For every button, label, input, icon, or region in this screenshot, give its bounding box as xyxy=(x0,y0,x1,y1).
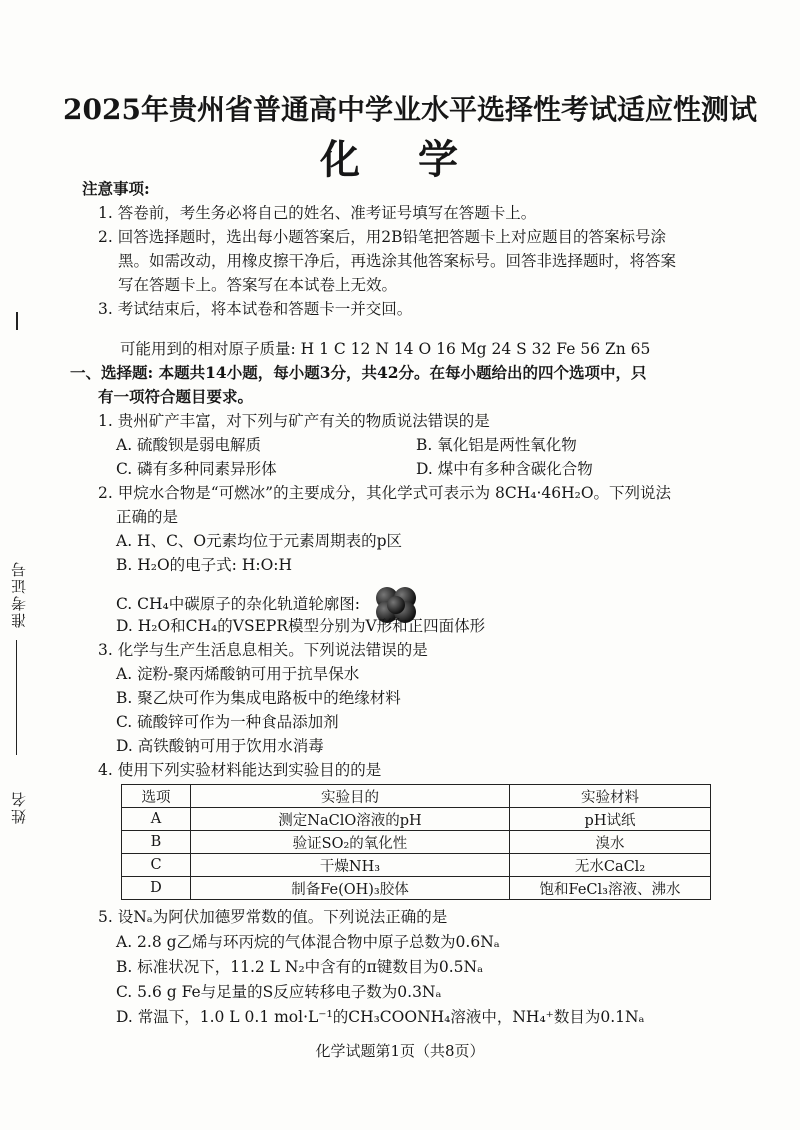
cell-option: C xyxy=(122,854,191,877)
id-number-blank[interactable] xyxy=(16,640,17,755)
q5-option-c: C. 5.6 g Fe与足量的S反应转移电子数为0.3Nₐ xyxy=(116,983,442,1001)
q5-option-d: D. 常温下，1.0 L 0.1 mol·L⁻¹的CH₃COONH₄溶液中，NH₄⁺数目为0.1Nₐ xyxy=(116,1008,645,1026)
cell-option: B xyxy=(122,831,191,854)
cell-material: pH试纸 xyxy=(510,808,711,831)
binding-mark xyxy=(16,312,18,330)
q1-option-a: A. 硫酸钡是弱电解质 xyxy=(116,436,262,454)
cell-material: 无水CaCl₂ xyxy=(510,854,711,877)
q2-stem: 2. 甲烷水合物是“可燃冰”的主要成分，其化学式可表示为 8CH₄·46H₂O。下列说法 xyxy=(98,484,672,502)
cell-purpose: 制备Fe(OH)₃胶体 xyxy=(191,877,510,900)
q2-option-a: A. H、C、O元素均位于元素周期表的p区 xyxy=(116,532,403,550)
cell-purpose: 干燥NH₃ xyxy=(191,854,510,877)
q1-option-b: B. 氧化铝是两性氧化物 xyxy=(416,436,577,454)
q3-option-a: A. 淀粉-聚丙烯酸钠可用于抗旱保水 xyxy=(116,665,360,683)
col-material-header: 实验材料 xyxy=(510,785,711,808)
page-title: 2025年贵州省普通高中学业水平选择性考试适应性测试 xyxy=(63,93,757,126)
table-row xyxy=(122,854,711,877)
q3-stem: 3. 化学与生产生活息息相关。下列说法错误的是 xyxy=(98,641,428,659)
notice-item-2-cont: 黑。如需改动，用橡皮擦干净后，再选涂其他答案标号。回答非选择题时，将答案 xyxy=(118,252,677,270)
cell-option: D xyxy=(122,877,191,900)
q5-option-b: B. 标准状况下，11.2 L N₂中含有的π键数目为0.5Nₐ xyxy=(116,958,484,976)
cell-material: 溴水 xyxy=(510,831,711,854)
q3-option-c: C. 硫酸锌可作为一种食品添加剂 xyxy=(116,713,339,731)
q2-option-b: B. H₂O的电子式: H:O:H xyxy=(116,556,293,574)
page-footer: 化学试题第1页（共8页） xyxy=(315,1042,485,1060)
cell-material: 饱和FeCl₃溶液、沸水 xyxy=(510,877,711,900)
q1-option-c: C. 磷有多种同素异形体 xyxy=(116,460,277,478)
q1-stem: 1. 贵州矿产丰富，对下列与矿产有关的物质说法错误的是 xyxy=(98,412,490,430)
table-row xyxy=(122,831,711,854)
q3-option-d: D. 高铁酸钠可用于饮用水消毒 xyxy=(116,737,324,755)
q3-option-b: B. 聚乙炔可作为集成电路板中的绝缘材料 xyxy=(116,689,401,707)
notice-heading: 注意事项: xyxy=(82,179,150,198)
col-option-header: 选项 xyxy=(122,785,191,808)
section-heading: 一、选择题: 本题共14小题，每小题3分，共42分。在每小题给出的四个选项中，只 xyxy=(70,363,647,382)
atomic-masses: 可能用到的相对原子质量: H 1 C 12 N 14 O 16 Mg 24 S 32 Fe 56 Zn 65 xyxy=(120,340,651,358)
cell-purpose: 测定NaClO溶液的pH xyxy=(191,808,510,831)
notice-item-1: 1. 答卷前，考生务必将自己的姓名、准考证号填写在答题卡上。 xyxy=(98,204,537,222)
q4-experiment-table xyxy=(121,784,711,900)
table-row xyxy=(122,808,711,831)
notice-item-2-cont2: 写在答题卡上。答案写在本试卷上无效。 xyxy=(118,276,398,294)
notice-item-2: 2. 回答选择题时，选出每小题答案后，用2B铅笔把答题卡上对应题目的答案标号涂 xyxy=(98,228,666,246)
q5-option-a: A. 2.8 g乙烯与环丙烷的气体混合物中原子总数为0.6Nₐ xyxy=(116,933,500,951)
cell-option: A xyxy=(122,808,191,831)
id-number-label: 准考证号 xyxy=(10,560,28,628)
notice-item-3: 3. 考试结束后，将本试卷和答题卡一并交回。 xyxy=(98,300,413,318)
q5-stem: 5. 设Nₐ为阿伏加德罗常数的值。下列说法正确的是 xyxy=(98,908,448,926)
q1-option-d: D. 煤中有多种含碳化合物 xyxy=(416,460,593,478)
q2-option-d: D. H₂O和CH₄的VSEPR模型分别为V形和正四面体形 xyxy=(116,617,486,635)
q2-option-c-text: C. CH₄中碳原子的杂化轨道轮廓图: xyxy=(116,595,360,613)
q2-stem-cont: 正确的是 xyxy=(116,508,179,526)
col-purpose-header: 实验目的 xyxy=(191,785,510,808)
cell-purpose: 验证SO₂的氧化性 xyxy=(191,831,510,854)
subject-title: 化 学 xyxy=(320,136,480,183)
name-label: 姓名 xyxy=(10,790,28,824)
table-row xyxy=(122,877,711,900)
q4-stem: 4. 使用下列实验材料能达到实验目的的是 xyxy=(98,761,382,779)
section-heading-cont: 有一项符合题目要求。 xyxy=(98,387,254,406)
table-header-row xyxy=(122,785,711,808)
